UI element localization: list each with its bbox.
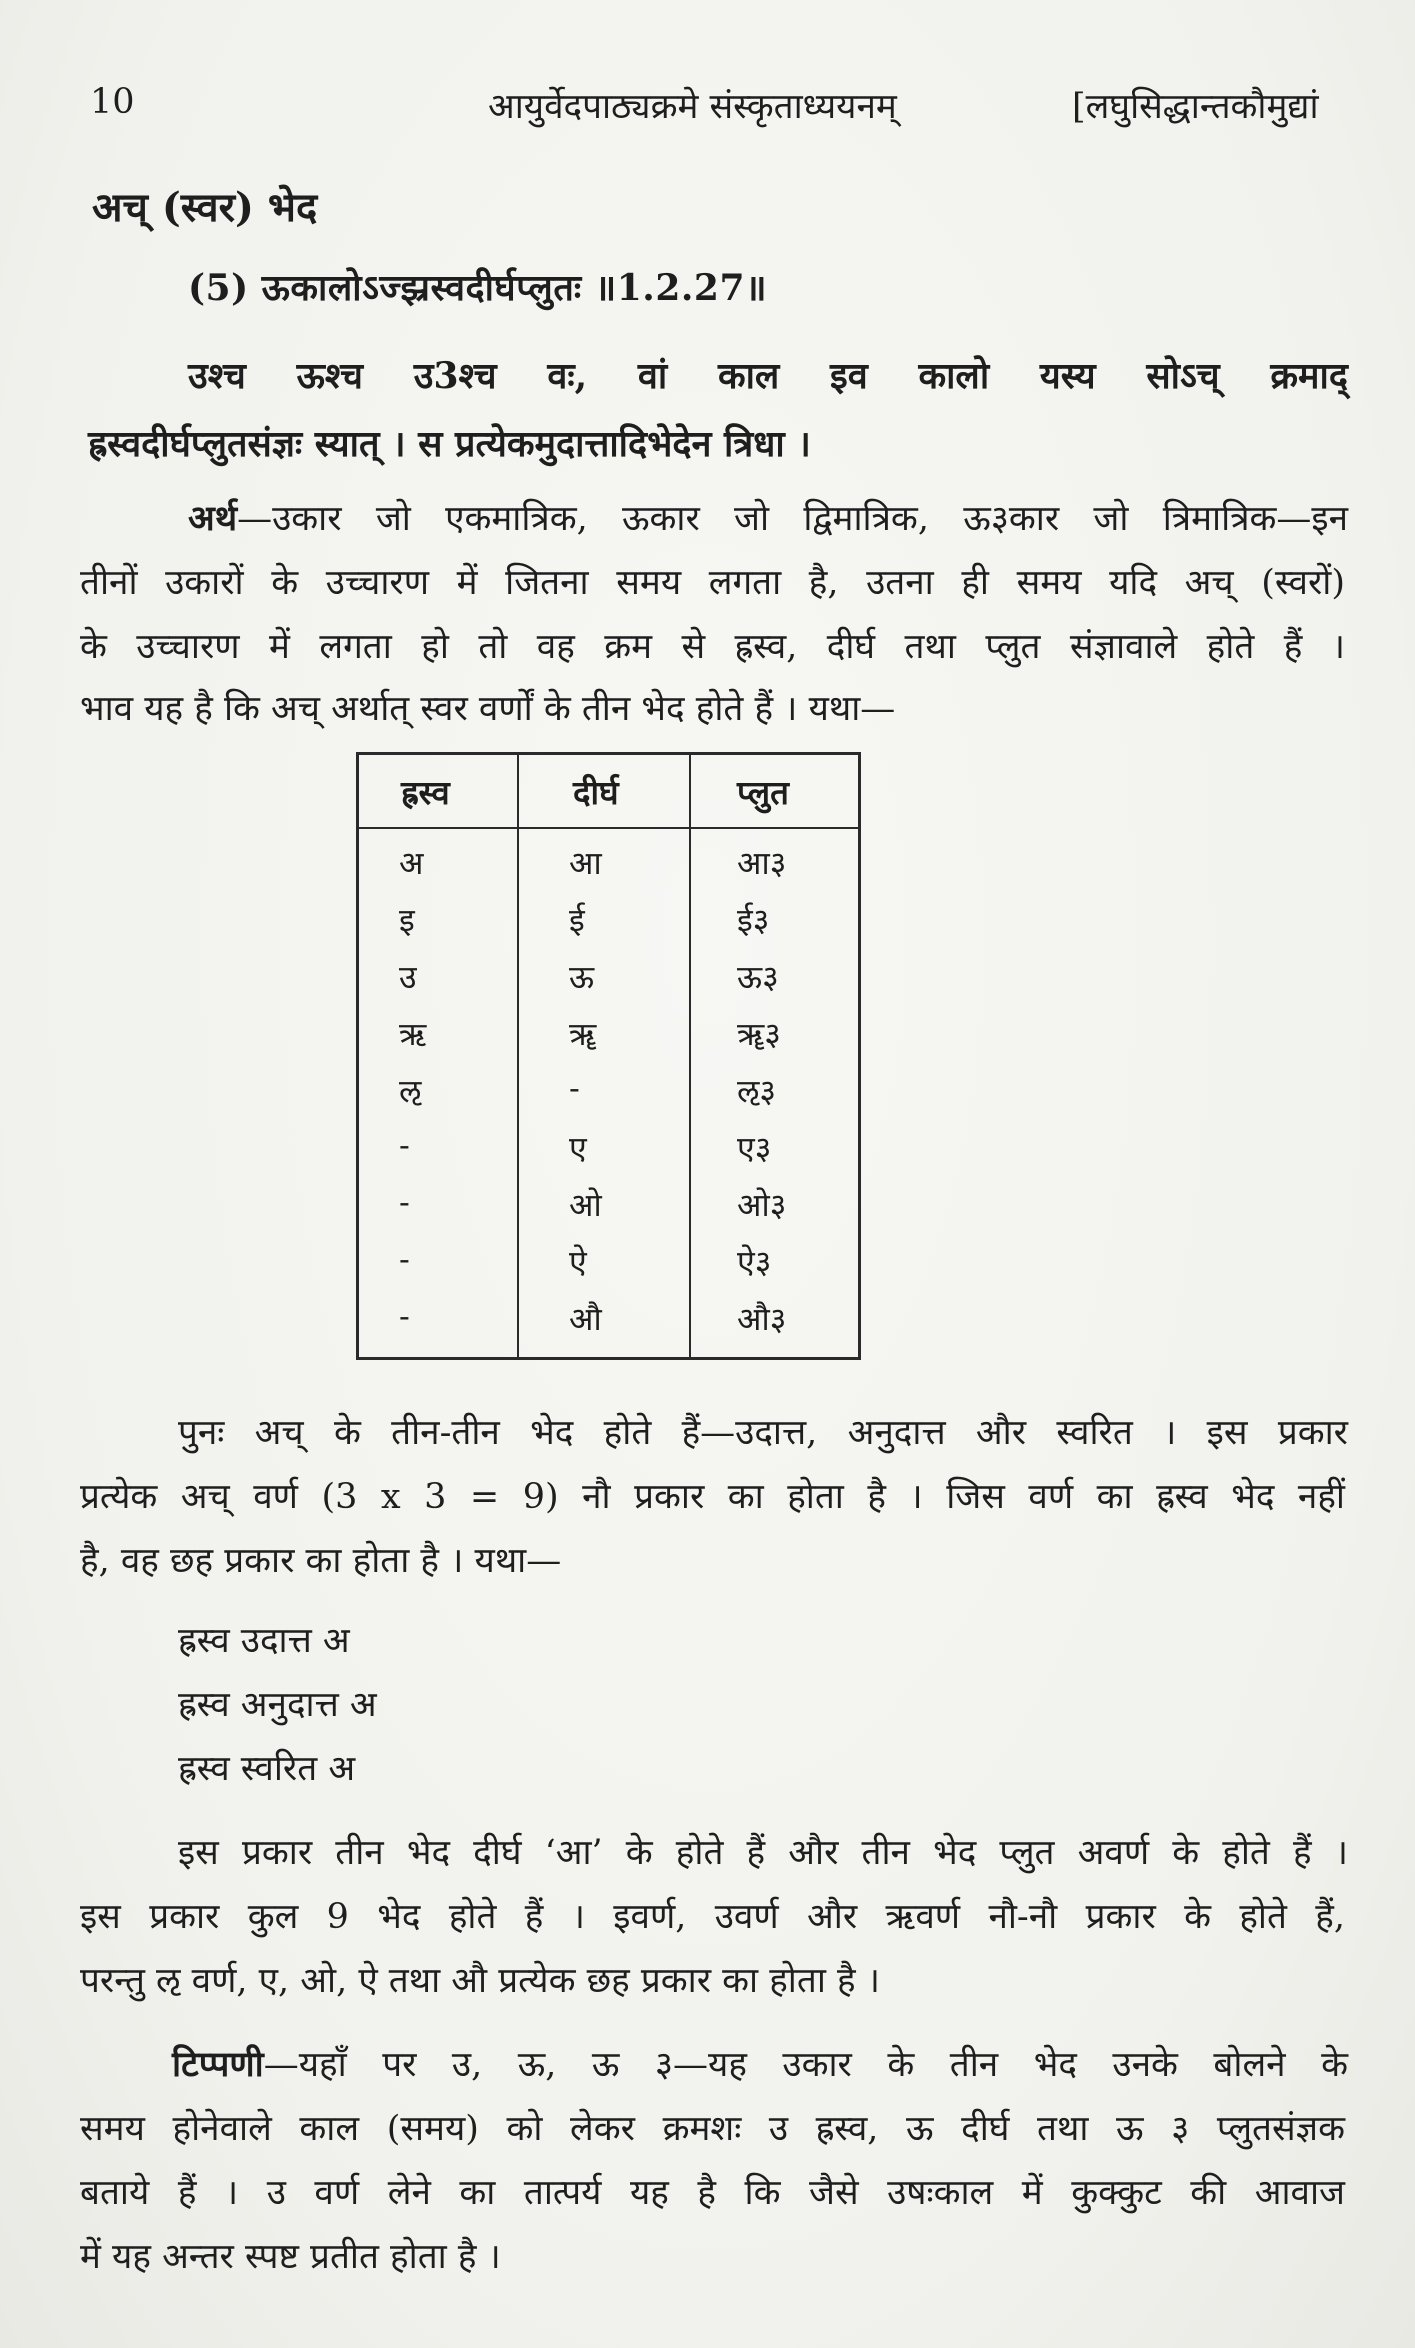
commentary-line: उश्च ऊश्च उ3श्च वः, वां काल इव कालो यस्य सोऽच् क्रमाद् <box>188 355 1348 397</box>
meaning-line: के उच्चारण में लगता हो तो वह क्रम से ह्रस्व, दीर्घ तथा प्लुत संज्ञावाले होते हैं । <box>80 627 1345 667</box>
para3-line: इस प्रकार कुल 9 भेद होते हैं । इवर्ण, उवर्ण और ऋवर्ण नौ-नौ प्रकार के होते हैं, <box>80 1897 1345 1937</box>
column-divider <box>689 755 691 1357</box>
table-cell: इ <box>399 901 415 939</box>
header-divider <box>359 827 858 829</box>
section-heading: अच् (स्वर) भेद <box>92 184 318 231</box>
commentary-line: ह्रस्वदीर्घप्लुतसंज्ञः स्यात् । स प्रत्येकमुदात्तादिभेदेन त्रिधा । <box>88 423 811 465</box>
note-line: समय होनेवाले काल (समय) को लेकर क्रमशः उ ह्रस्व, ऊ दीर्घ तथा ऊ ३ प्लुतसंज्ञक <box>80 2109 1345 2149</box>
table-cell: अ <box>399 844 424 882</box>
example-item: ह्रस्व उदात्त अ <box>178 1621 350 1661</box>
table-cell: ऊ <box>569 958 595 996</box>
table-cell: ऊ३ <box>737 958 779 996</box>
page-number: 10 <box>90 82 135 122</box>
table-cell: ऐ <box>569 1243 587 1281</box>
table-cell: ऌ <box>399 1072 422 1110</box>
table-cell: - <box>399 1297 410 1335</box>
note-line: में यह अन्तर स्पष्ट प्रतीत होता है । <box>80 2237 501 2277</box>
example-item: ह्रस्व अनुदात्त अ <box>178 1685 377 1725</box>
table-cell: ओ३ <box>737 1186 787 1224</box>
running-title: आयुर्वेदपाठ्यक्रमे संस्कृताध्ययनम् <box>488 87 897 127</box>
table-cell: - <box>569 1069 580 1107</box>
table-cell: ओ <box>569 1186 602 1224</box>
table-cell: ई३ <box>737 901 770 939</box>
table-cell: ऋ <box>399 1015 427 1053</box>
table-cell: उ <box>399 958 417 996</box>
example-item: ह्रस्व स्वरित अ <box>178 1749 356 1789</box>
meaning-line: तीनों उकारों के उच्चारण में जितना समय लगता है, उतना ही समय यदि अच् (स्वरों) <box>80 563 1345 603</box>
note-line <box>172 2040 1348 2087</box>
para3-line: परन्तु ऌ वर्ण, ए, ओ, ऐ तथा औ प्रत्येक छह प्रकार का होता है । <box>80 1961 880 2001</box>
table-header-hrasva: ह्रस्व <box>401 773 450 812</box>
table-cell: ॠ <box>569 1015 597 1053</box>
table-cell: ए <box>569 1129 587 1167</box>
table-cell: औ३ <box>737 1300 787 1338</box>
table-cell: ई <box>569 901 585 939</box>
sutra-line: (5) ऊकालोऽज्झ्रस्वदीर्घप्लुतः ॥1.2.27॥ <box>188 267 768 309</box>
table-header-dirgha: दीर्घ <box>573 773 619 812</box>
para3-line: इस प्रकार तीन भेद दीर्घ ‘आ’ के होते हैं और तीन भेद प्लुत अवर्ण के होते हैं । <box>178 1833 1348 1873</box>
table-cell: - <box>399 1126 410 1164</box>
table-cell: आ <box>569 844 602 882</box>
table-cell: औ <box>569 1300 602 1338</box>
note-label: टिप्पणी <box>172 2044 264 2085</box>
meaning-line <box>188 494 1348 541</box>
meaning-line: भाव यह है कि अच् अर्थात् स्वर वर्णों के तीन भेद होते हैं । यथा— <box>80 689 896 729</box>
meaning-text: —उकार जो एकमात्रिक, ऊकार जो द्विमात्रिक, ऊ३कार जो त्रिमात्रिक—इन <box>237 499 1348 539</box>
para2-line: है, वह छह प्रकार का होता है । यथा— <box>80 1541 562 1581</box>
table-cell: ए३ <box>737 1129 772 1167</box>
section-title: [लघुसिद्धान्तकौमुद्यां <box>1072 87 1319 127</box>
meaning-label: अर्थ <box>188 498 238 539</box>
para2-line: प्रत्येक अच् वर्ण (3 x 3 = 9) नौ प्रकार का होता है । जिस वर्ण का ह्रस्व भेद नहीं <box>80 1477 1345 1517</box>
table-cell: ऌ३ <box>737 1072 777 1110</box>
table-cell: - <box>399 1183 410 1221</box>
note-text: —यहाँ पर उ, ऊ, ऊ ३—यह उकार के तीन भेद उनके बोलने के <box>263 2045 1348 2085</box>
table-header-pluta: प्लुत <box>737 773 789 812</box>
table-cell: - <box>399 1240 410 1278</box>
table-cell: ऐ३ <box>737 1243 772 1281</box>
table-cell: आ३ <box>737 844 787 882</box>
table-cell: ॠ३ <box>737 1015 781 1053</box>
column-divider <box>517 755 519 1357</box>
vowel-table <box>356 752 861 1360</box>
para2-line: पुनः अच् के तीन-तीन भेद होते हैं—उदात्त, अनुदात्त और स्वरित । इस प्रकार <box>178 1413 1348 1453</box>
note-line: बताये हैं । उ वर्ण लेने का तात्पर्य यह है कि जैसे उषःकाल में कुक्कुट की आवाज <box>80 2173 1345 2213</box>
